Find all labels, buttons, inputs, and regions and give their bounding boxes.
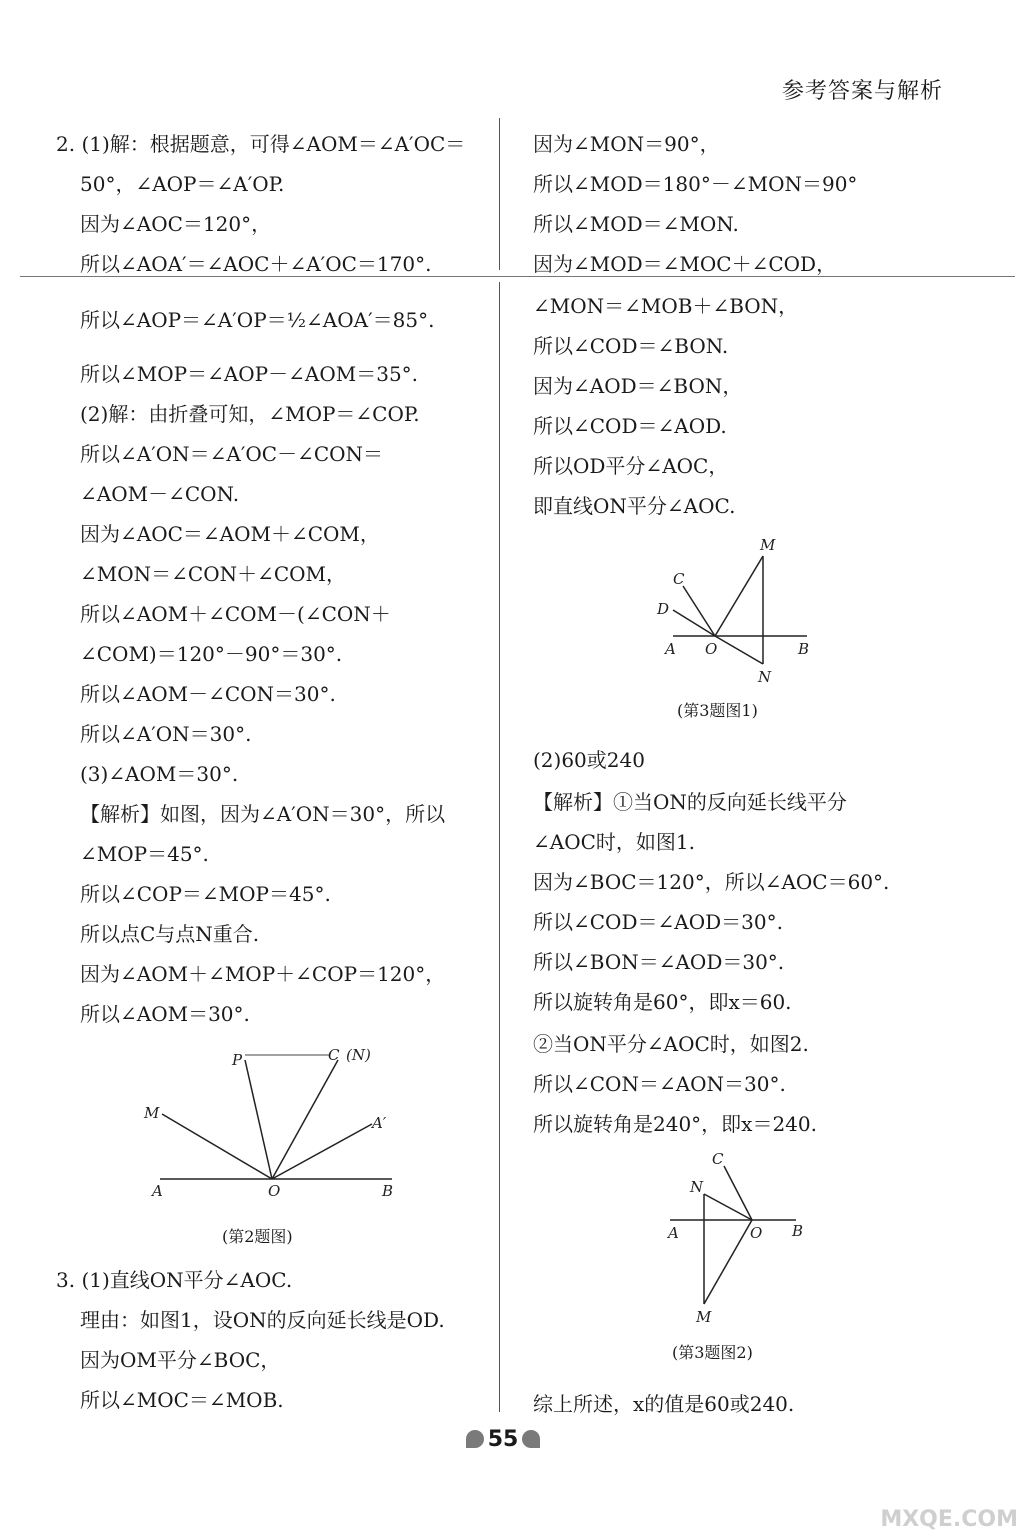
page-footer [448,1427,558,1452]
text-line: 因为∠MOD＝∠MOC＋∠COD， [533,252,837,276]
text-line: 【解析】如图，因为∠A′ON＝30°，所以 [80,802,446,826]
text-line: 所以∠MOD＝180°－∠MON＝90° [533,172,858,196]
fig2-label: M [144,1104,160,1122]
fig2-label: (N) [346,1046,371,1064]
text-line: 所以旋转角是60°，即x＝60. [533,990,792,1014]
text-line: (2)60或240 [533,748,645,772]
text-line: ∠AOC时，如图1. [533,830,695,854]
fig3a-label: A [665,640,676,658]
text-line: 即直线ON平分∠AOC. [533,494,736,518]
fig2-label: B [382,1182,394,1200]
page-number: 55 [487,1427,519,1452]
fig3a-label: M [760,536,776,554]
text-line: 所以∠MOP＝∠AOP－∠AOM＝35°. [80,362,419,386]
figure-q3-2-diagram [660,1148,820,1328]
text-line: 所以∠MOC＝∠MOB. [80,1388,284,1412]
text-line: 所以∠A′ON＝∠A′OC－∠CON＝ [80,442,384,466]
figure-q2-caption: (第2题图) [222,1227,293,1246]
fig3b-label: O [750,1224,763,1242]
text-line: 所以∠COD＝∠AOD＝30°. [533,910,783,934]
text-line: ∠MON＝∠CON＋∠COM， [80,562,347,586]
text-line: 理由：如图1，设ON的反向延长线是OD. [80,1308,445,1332]
text-line: 所以∠COD＝∠BON. [533,334,729,358]
text-line: ∠MON＝∠MOB＋∠BON， [533,294,799,318]
text-line: 50°，∠AOP＝∠A′OP. [80,172,285,196]
leaf-icon [466,1430,484,1448]
text-line: 所以∠AOA′＝∠AOC＋∠A′OC＝170°. [80,252,432,276]
text-line: 所以OD平分∠AOC， [533,454,729,478]
fig3b-label: N [690,1178,704,1196]
figure-q3-2-caption: (第3题图2) [672,1343,753,1362]
text-line: ∠COM)＝120°－90°＝30°. [80,642,343,666]
fig3a-label: B [798,640,810,658]
text-line: 2. (1)解：根据题意，可得∠AOM＝∠A′OC＝ [56,132,466,156]
text-line: 所以∠AOM－∠CON＝30°. [80,682,336,706]
column-divider-bottom [499,282,500,1412]
figure-q3-1-caption: (第3题图1) [677,701,758,720]
watermark-text: MXQE.COM [880,1507,1018,1532]
text-line: ②当ON平分∠AOC时，如图2. [533,1032,809,1056]
text-line: 因为∠AOC＝∠AOM＋∠COM， [80,522,380,546]
watermark-logo [838,1460,1018,1532]
figure-q3-1 [655,530,825,720]
figure-q3-1-diagram [655,530,825,690]
fig3a-label: O [705,640,718,658]
text-line: ∠MOP＝45°. [80,842,209,866]
fig2-label: C [328,1046,340,1064]
text-line: 综上所述，x的值是60或240. [533,1392,795,1416]
text-line: 【解析】①当ON的反向延长线平分 [533,790,847,814]
figure-q2 [140,1040,410,1250]
leaf-icon [522,1430,540,1448]
text-line: (3)∠AOM＝30°. [80,762,239,786]
text-line: 3. (1)直线ON平分∠AOC. [56,1268,293,1292]
page-header: 参考答案与解析 [781,79,943,104]
text-line: 因为∠MON＝90°， [533,132,720,156]
figure-q2-diagram [140,1040,410,1200]
text-line: 所以∠CON＝∠AON＝30°. [533,1072,786,1096]
fig3b-label: B [792,1222,804,1240]
fig3b-label: C [712,1150,724,1168]
text-line: 所以∠MOD＝∠MON. [533,212,739,236]
column-divider-top [499,118,500,270]
fig3a-label: N [758,668,772,686]
text-line: 所以∠COD＝∠AOD. [533,414,727,438]
fig2-label: A [152,1182,163,1200]
fig2-label: A′ [372,1114,387,1132]
text-line: ∠AOM－∠CON. [80,482,240,506]
text-line: 因为OM平分∠BOC， [80,1348,281,1372]
fig3b-label: A [668,1224,679,1242]
text-line: 所以∠A′ON＝30°. [80,722,252,746]
text-line: 所以旋转角是240°，即x＝240. [533,1112,817,1136]
fig2-label: P [232,1051,243,1069]
text-line: (2)解：由折叠可知，∠MOP＝∠COP. [80,402,420,426]
fig2-label: O [268,1182,281,1200]
figure-q3-2 [660,1148,820,1368]
fig3a-label: D [657,600,670,618]
text-line: 所以∠BON＝∠AOD＝30°. [533,950,785,974]
text-line: 因为∠BOC＝120°，所以∠AOC＝60°. [533,870,890,894]
text-line: 因为∠AOD＝∠BON， [533,374,743,398]
text-line: 所以∠AOM＋∠COM－(∠CON＋ [80,602,391,626]
text-line: 所以∠AOM＝30°. [80,1002,250,1026]
fig3b-label: M [696,1308,712,1326]
text-line: 所以∠COP＝∠MOP＝45°. [80,882,331,906]
text-line: 因为∠AOM＋∠MOP＋∠COP＝120°， [80,962,446,986]
text-line: 所以∠AOP＝∠A′OP＝½∠AOA′＝85°. [80,308,435,332]
text-line: 所以点C与点N重合. [80,922,260,946]
fig3a-label: C [673,570,685,588]
text-line: 因为∠AOC＝120°， [80,212,272,236]
